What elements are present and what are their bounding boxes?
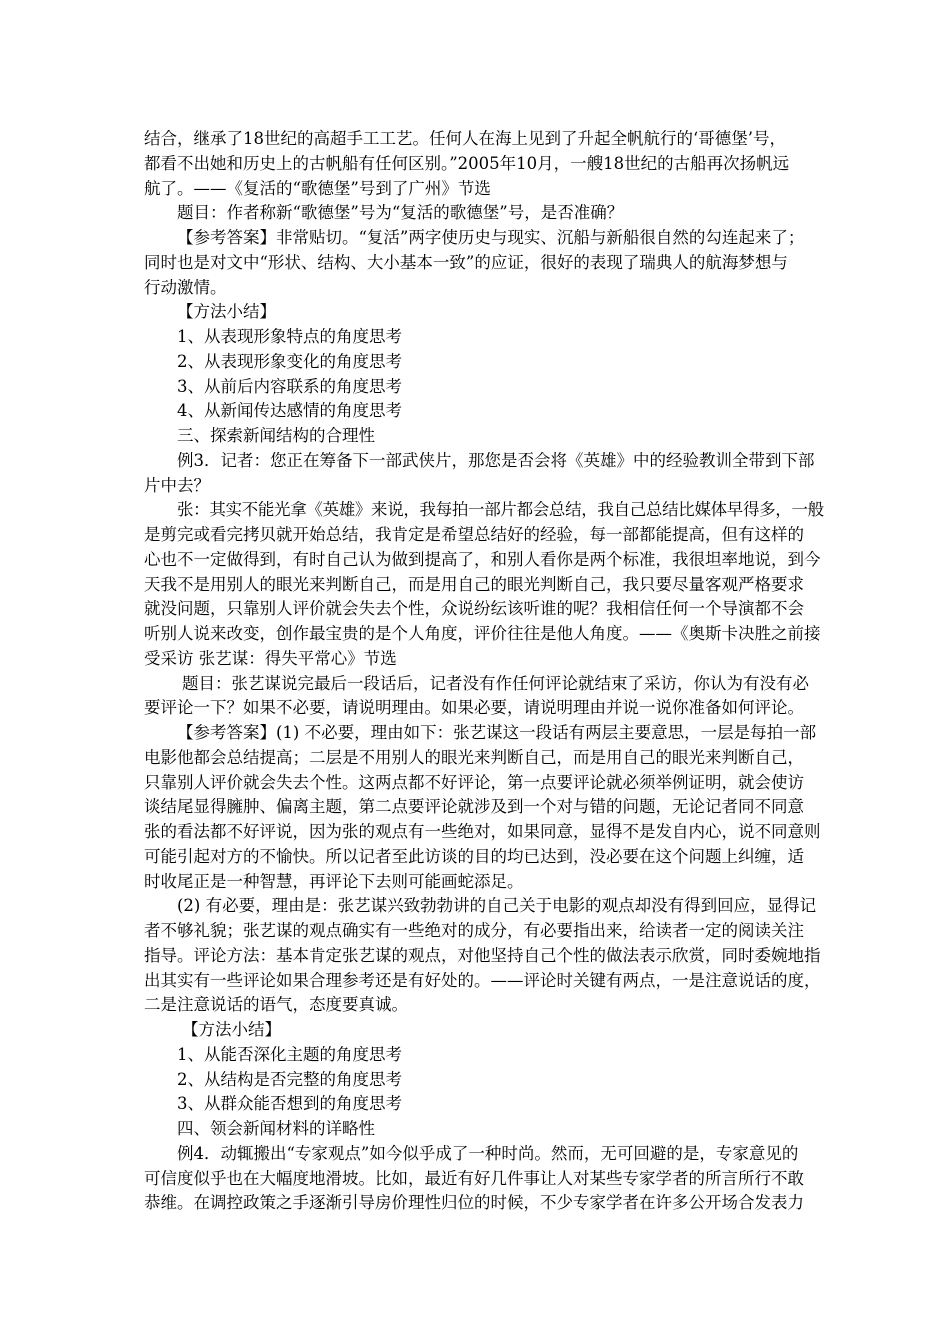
- text-line: 可信度似乎也在大幅度地滑坡。比如，最近有好几件事让人对某些专家学者的所言所行不敢: [144, 1169, 804, 1188]
- text-line: 二是注意说话的语气，态度要真诚。: [144, 995, 408, 1014]
- text-line: 4、从新闻传达感情的角度思考: [177, 401, 402, 420]
- text-line: 2、从结构是否完整的角度思考: [177, 1070, 402, 1089]
- text-line: 航了。——《复活的“歌德堡”号到了广州》节选: [144, 179, 491, 198]
- text-line: 恭维。在调控政策之手逐渐引导房价理性归位的时候，不少专家学者在许多公开场合发表力: [144, 1193, 804, 1212]
- text-line: 3、从前后内容联系的角度思考: [177, 377, 402, 396]
- text-line: (2) 有必要，理由是：张艺谋兴致勃勃讲的自己关于电影的观点却没有得到回应，显得记: [177, 896, 817, 915]
- text-line: 三、探索新闻结构的合理性: [177, 426, 375, 445]
- text-line: 是剪完或看完拷贝就开始总结，我肯定是希望总结好的经验，每一部都能提高，但有这样的: [144, 525, 804, 544]
- text-line: 同时也是对文中“形状、结构、大小基本一致”的应证，很好的表现了瑞典人的航海梦想与: [144, 253, 788, 272]
- text-line: 结合，继承了18世纪的高超手工工艺。任何人在海上见到了升起全帆航行的‘哥德堡’号，: [144, 129, 786, 148]
- text-line: 题目：张艺谋说完最后一段话后，记者没有作任何评论就结束了采访，你认为有没有必: [182, 674, 809, 693]
- text-line: 【方法小结】: [177, 302, 276, 321]
- text-line: 片中去？: [144, 476, 210, 495]
- text-line: 例4．动辄搬出“专家观点”如今似乎成了一种时尚。然而，无可回避的是，专家意见的: [177, 1144, 799, 1163]
- text-line: 者不够礼貌；张艺谋的观点确实有一些绝对的成分，有必要指出来，给读者一定的阅读关注: [144, 921, 804, 940]
- text-line: 【参考答案】非常贴切。“复活”两字使历史与现实、沉船与新船很自然的勾连起来了；: [177, 228, 805, 247]
- text-line: 【参考答案】(1) 不必要，理由如下：张艺谋这一段话有两层主要意思，一层是每拍一部: [177, 723, 817, 742]
- text-line: 行动激情。: [144, 278, 227, 297]
- text-line: 1、从表现形象特点的角度思考: [177, 327, 402, 346]
- text-line: 可能引起对方的不愉快。所以记者至此访谈的目的均已达到，没必要在这个问题上纠缠，适: [144, 847, 804, 866]
- text-line: 张：其实不能光拿《英雄》来说，我每拍一部片都会总结，我自己总结比媒体早得多，一般: [177, 500, 824, 519]
- text-line: 四、领会新闻材料的详略性: [177, 1119, 375, 1138]
- text-line: 就没问题，只靠别人评价就会失去个性，众说纷纭该听谁的呢？我相信任何一个导演都不会: [144, 599, 804, 618]
- text-line: 指导。评论方法：基本肯定张艺谋的观点，对他坚持自己个性的做法表示欣赏，同时委婉地指: [144, 946, 821, 965]
- text-line: 2、从表现形象变化的角度思考: [177, 352, 402, 371]
- text-line: 只靠别人评价就会失去个性。这两点都不好评论，第一点要评论就必须举例证明，就会使访: [144, 773, 804, 792]
- text-line: 电影他都会总结提高；二层是不用别人的眼光来判断自己，而是用自己的眼光来判断自己，: [144, 748, 804, 767]
- text-line: 张的看法都不好评说，因为张的观点有一些绝对，如果同意，显得不是发自内心，说不同意则: [144, 822, 821, 841]
- text-line: 时收尾正是一种智慧，再评论下去则可能画蛇添足。: [144, 872, 524, 891]
- text-line: 要评论一下？如果不必要，请说明理由。如果必要，请说明理由并说一说你准备如何评论。: [144, 698, 804, 717]
- text-line: 受采访 张艺谋：得失平常心》节选: [144, 649, 397, 668]
- text-line: 3、从群众能否想到的角度思考: [177, 1094, 402, 1113]
- text-line: 题目：作者称新“歌德堡”号为“复活的歌德堡”号，是否准确？: [177, 203, 624, 222]
- text-line: 心也不一定做得到，有时自己认为做到提高了，和别人看你是两个标准，我很坦率地说，到今: [144, 550, 821, 569]
- text-line: 出其实有一些评论如果合理参考还是有好处的。——评论时关键有两点，一是注意说话的度，: [144, 971, 821, 990]
- text-line: 【方法小结】: [182, 1020, 281, 1039]
- text-line: 谈结尾显得臃肿、偏离主题，第二点要评论就涉及到一个对与错的问题，无论记者同不同意: [144, 797, 804, 816]
- text-line: 例3．记者：您正在筹备下一部武侠片，那您是否会将《英雄》中的经验教训全带到下部: [177, 451, 815, 470]
- text-line: 天我不是用别人的眼光来判断自己，而是用自己的眼光判断自己，我只要尽量客观严格要求: [144, 575, 804, 594]
- text-line: 都看不出她和历史上的古帆船有任何区别。”2005年10月，一艘18世纪的古船再次扬帆远: [144, 154, 790, 173]
- text-line: 听别人说来改变，创作最宝贵的是个人角度，评价往往是他人角度。——《奥斯卡决胜之前接: [144, 624, 821, 643]
- text-line: 1、从能否深化主题的角度思考: [177, 1045, 402, 1064]
